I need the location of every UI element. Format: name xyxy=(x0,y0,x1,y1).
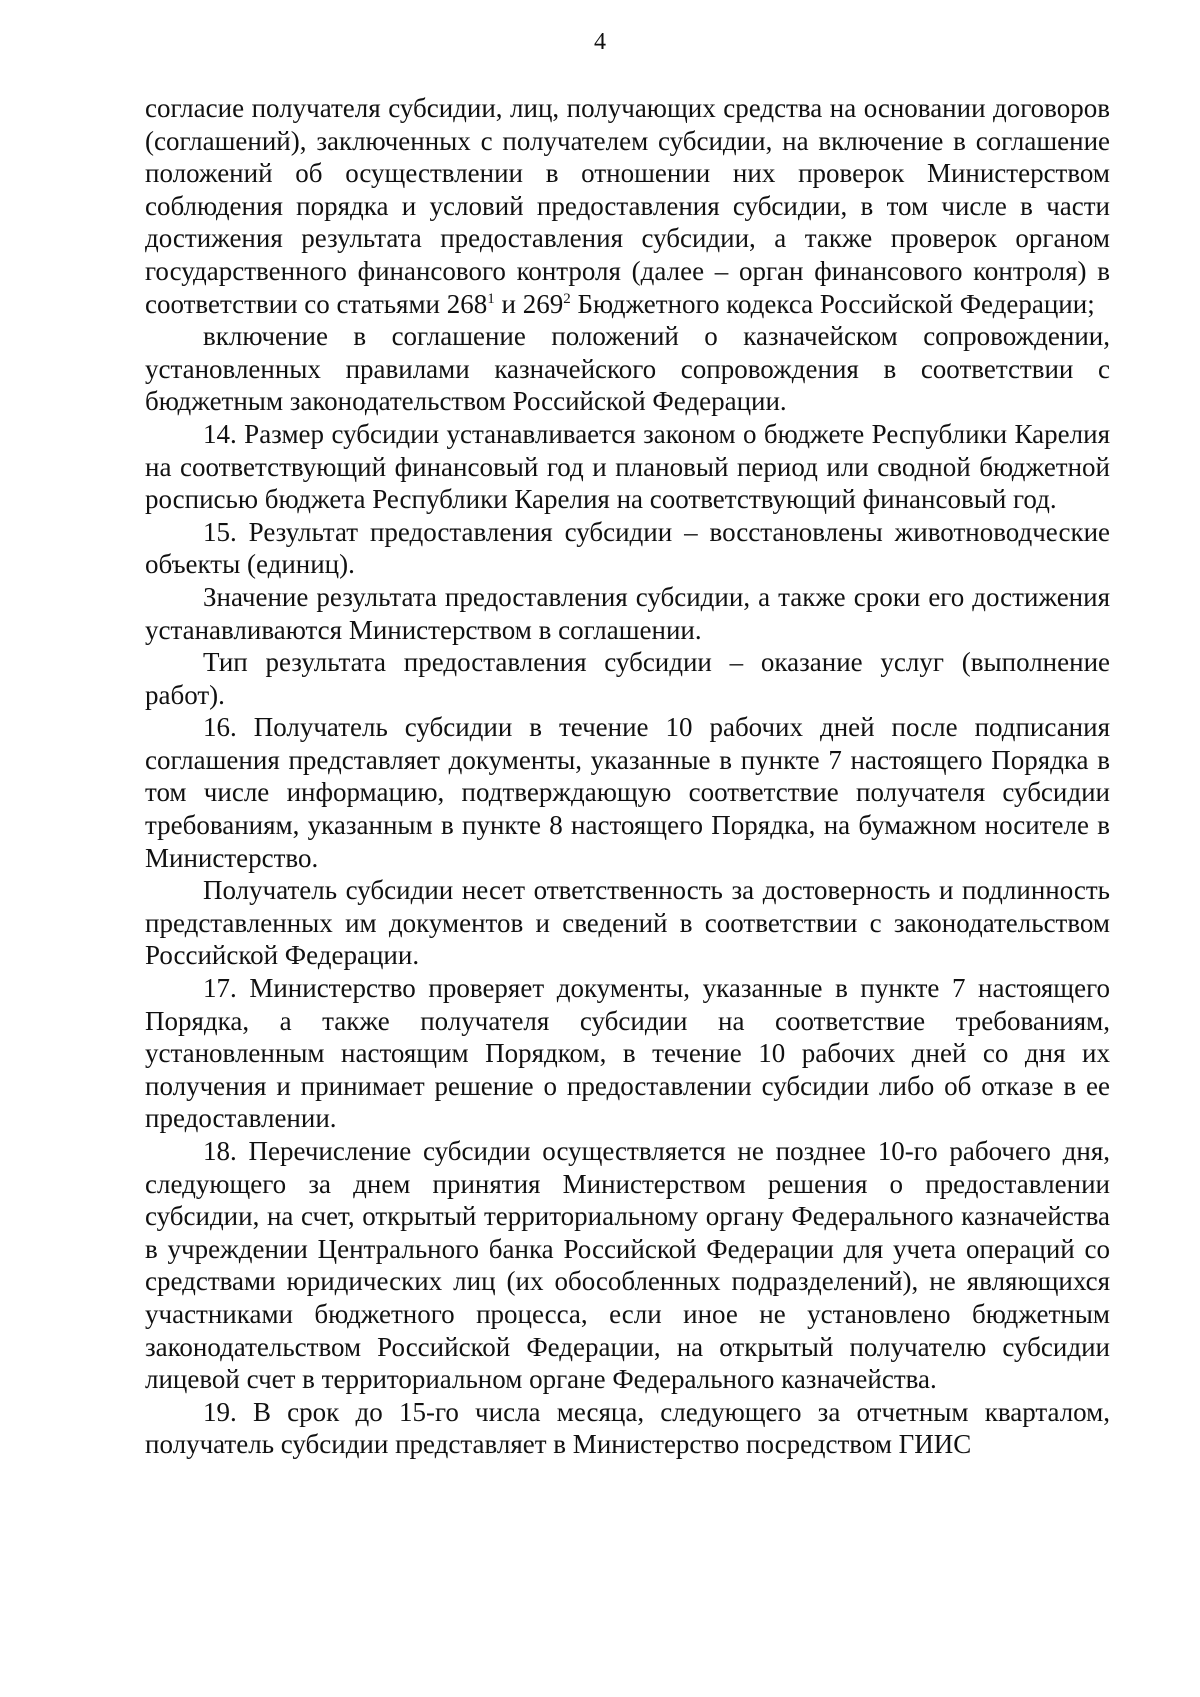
article-269-superscript: 2 xyxy=(563,290,571,307)
paragraph-consent-inspections xyxy=(145,92,1110,320)
paragraph-17-ministry-check: 17. Министерство проверяет документы, указанные в пункте 7 настоящего Порядка, а также получателя субсидии на соответствие требованиям, установленным настоящим Порядком, в течение 10 рабочих дней со дня их получения и принимает решение о предоставлении субсидии либо об отказе в ее предоставлении. xyxy=(145,973,1110,1134)
paragraph-consent-text-end: Бюджетного кодекса Российской Федерации; xyxy=(570,288,1095,319)
paragraph-15-result: 15. Результат предоставления субсидии – восстановлены животноводческие объекты (единиц). xyxy=(145,516,1110,580)
paragraph-responsibility: Получатель субсидии несет ответственность за достоверность и подлинность представленных им документов и сведений в соответствии с законодательством Российской Федерации. xyxy=(145,875,1110,971)
article-268-superscript: 1 xyxy=(487,290,495,307)
paragraph-treasury-support: включение в соглашение положений о казначейском сопровождении, установленных правилами казначейского сопровождения в соответствии с бюджетным законодательством Российской Федерации. xyxy=(145,321,1110,417)
paragraph-18-transfer: 18. Перечисление субсидии осуществляется не позднее 10-го рабочего дня, следующего за днем принятия Министерством решения о предоставлении субсидии, на счет, открытый территориальному органу Федерального казначейства в учреждении Центрального банка Российской Федерации для учета операций со средствами юридических лиц (их обособленных подразделений), не являющихся участниками бюджетного процесса, если иное не установлено бюджетным законодательством Российской Федерации, на открытый получателю субсидии лицевой счет в территориальном органе Федерального казначейства. xyxy=(145,1136,1110,1395)
paragraph-16-documents: 16. Получатель субсидии в течение 10 рабочих дней после подписания соглашения представляет документы, указанные в пункте 7 настоящего Порядка в том числе информацию, подтверждающую соответствие получателя субсидии требованиям, указанным в пункте 8 настоящего Порядка, на бумажном носителе в Министерство. xyxy=(145,712,1110,873)
paragraph-result-value: Значение результата предоставления субсидии, а также сроки его достижения устанавливаются Министерством в соглашении. xyxy=(145,581,1110,645)
document-body xyxy=(145,92,1110,1461)
paragraph-consent-text-middle: и 269 xyxy=(494,288,564,319)
paragraph-19-reporting: 19. В срок до 15-го числа месяца, следующего за отчетным кварталом, получатель субсидии представляет в Министерство посредством ГИИС xyxy=(145,1396,1110,1460)
page-number: 4 xyxy=(594,29,606,55)
paragraph-14-subsidy-amount: 14. Размер субсидии устанавливается законом о бюджете Республики Карелия на соответствующий финансовый год и плановый период или сводной бюджетной росписью бюджета Республики Карелия на соответствующий финансовый год. xyxy=(145,418,1110,515)
paragraph-consent-text: согласие получателя субсидии, лиц, получающих средства на основании договоров (соглашений), заключенных с получателем субсидии, на включение в соглашение положений об осуществлении в отношении них проверок Министерством соблюдения порядка и условий предоставления субсидии, в том числе в части достижения результата предоставления субсидии, а также проверок органом государственного финансового контроля (далее – орган финансового контроля) в соответствии со статьями 268 xyxy=(145,93,1110,319)
paragraph-result-type: Тип результата предоставления субсидии – оказание услуг (выполнение работ). xyxy=(145,647,1110,710)
